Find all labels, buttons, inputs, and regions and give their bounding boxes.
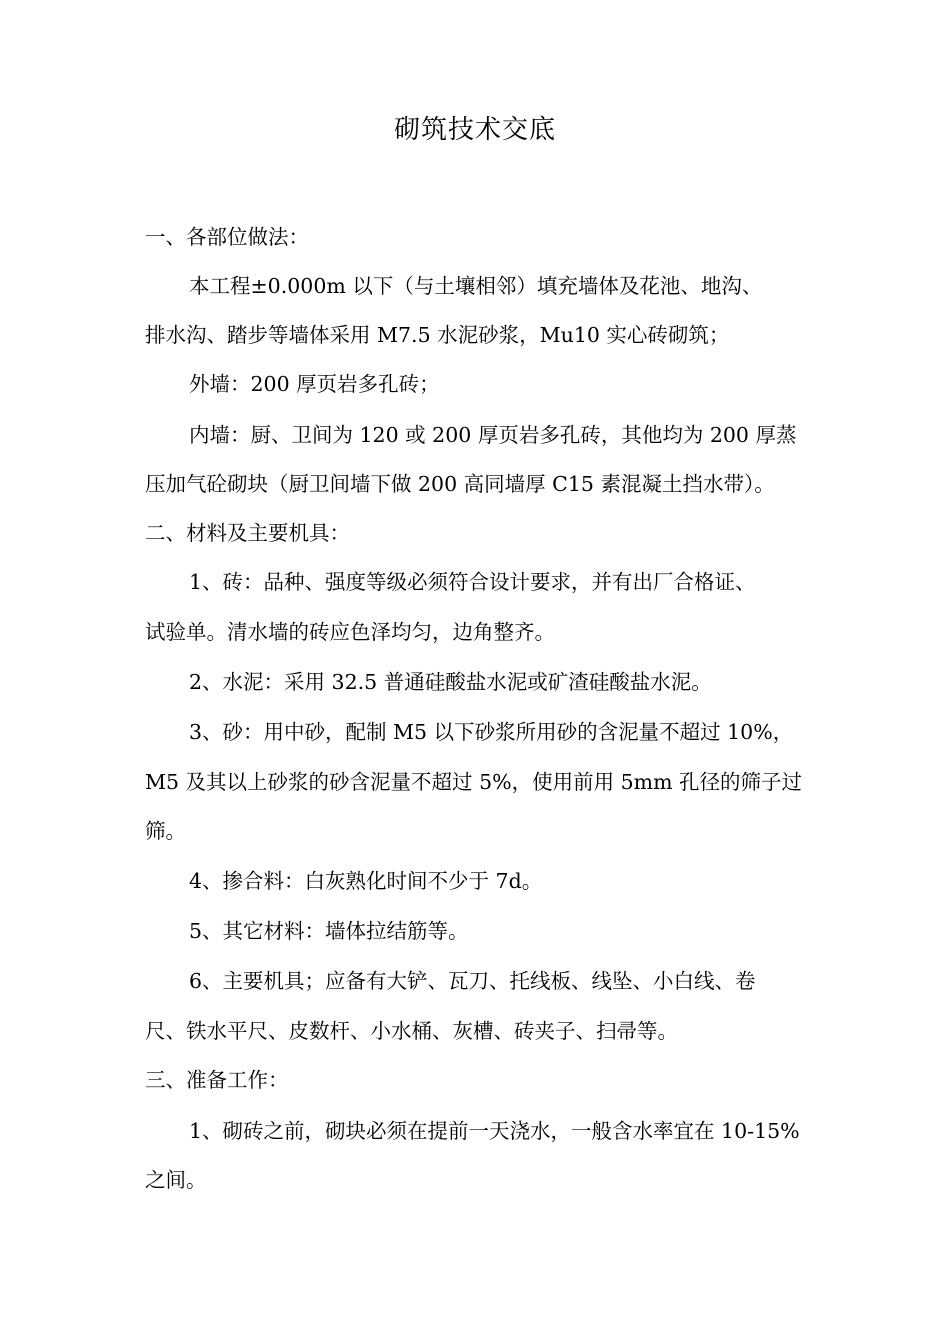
paragraph-line: 6、主要机具；应备有大铲、瓦刀、托线板、线坠、小白线、卷	[189, 969, 756, 993]
section-heading-1: 一、各部位做法：	[145, 225, 309, 249]
paragraph-line: M5 及其以上砂浆的砂含泥量不超过 5%，使用前用 5mm 孔径的筛子过	[145, 770, 803, 794]
paragraph-line: 3、砂：用中砂，配制 M5 以下砂浆所用砂的含泥量不超过 10%，	[189, 720, 794, 744]
paragraph-line: 排水沟、踏步等墙体采用 M7.5 水泥砂浆，Mu10 实心砖砌筑；	[145, 323, 730, 347]
paragraph-line: 筛。	[145, 819, 186, 843]
document-title: 砌筑技术交底	[393, 115, 556, 145]
paragraph-line: 内墙：厨、卫间为 120 或 200 厚页岩多孔砖，其他均为 200 厚蒸	[189, 423, 797, 447]
paragraph-line: 压加气砼砌块（厨卫间墙下做 200 高同墙厚 C15 素混凝土挡水带）。	[145, 472, 775, 496]
paragraph-line: 试验单。清水墙的砖应色泽均匀，边角整齐。	[145, 620, 555, 644]
section-heading-2: 二、材料及主要机具：	[145, 521, 350, 545]
paragraph-line: 尺、铁水平尺、皮数杆、小水桶、灰槽、砖夹子、扫帚等。	[145, 1019, 678, 1043]
section-heading-3: 三、准备工作：	[145, 1068, 289, 1092]
paragraph-line: 2、水泥：采用 32.5 普通硅酸盐水泥或矿渣硅酸盐水泥。	[189, 670, 712, 694]
paragraph-line: 本工程±0.000m 以下（与土壤相邻）填充墙体及花池、地沟、	[189, 274, 763, 298]
paragraph-line: 之间。	[145, 1168, 207, 1192]
paragraph-line: 4、掺合料：白灰熟化时间不少于 7d。	[189, 869, 543, 893]
paragraph-line: 5、其它材料：墙体拉结筋等。	[189, 919, 469, 943]
paragraph-line: 1、砌砖之前，砌块必须在提前一天浇水，一般含水率宜在 10-15%	[189, 1119, 800, 1143]
paragraph-line: 外墙：200 厚页岩多孔砖；	[189, 372, 440, 396]
paragraph-line: 1、砖：品种、强度等级必须符合设计要求，并有出厂合格证、	[189, 570, 756, 594]
